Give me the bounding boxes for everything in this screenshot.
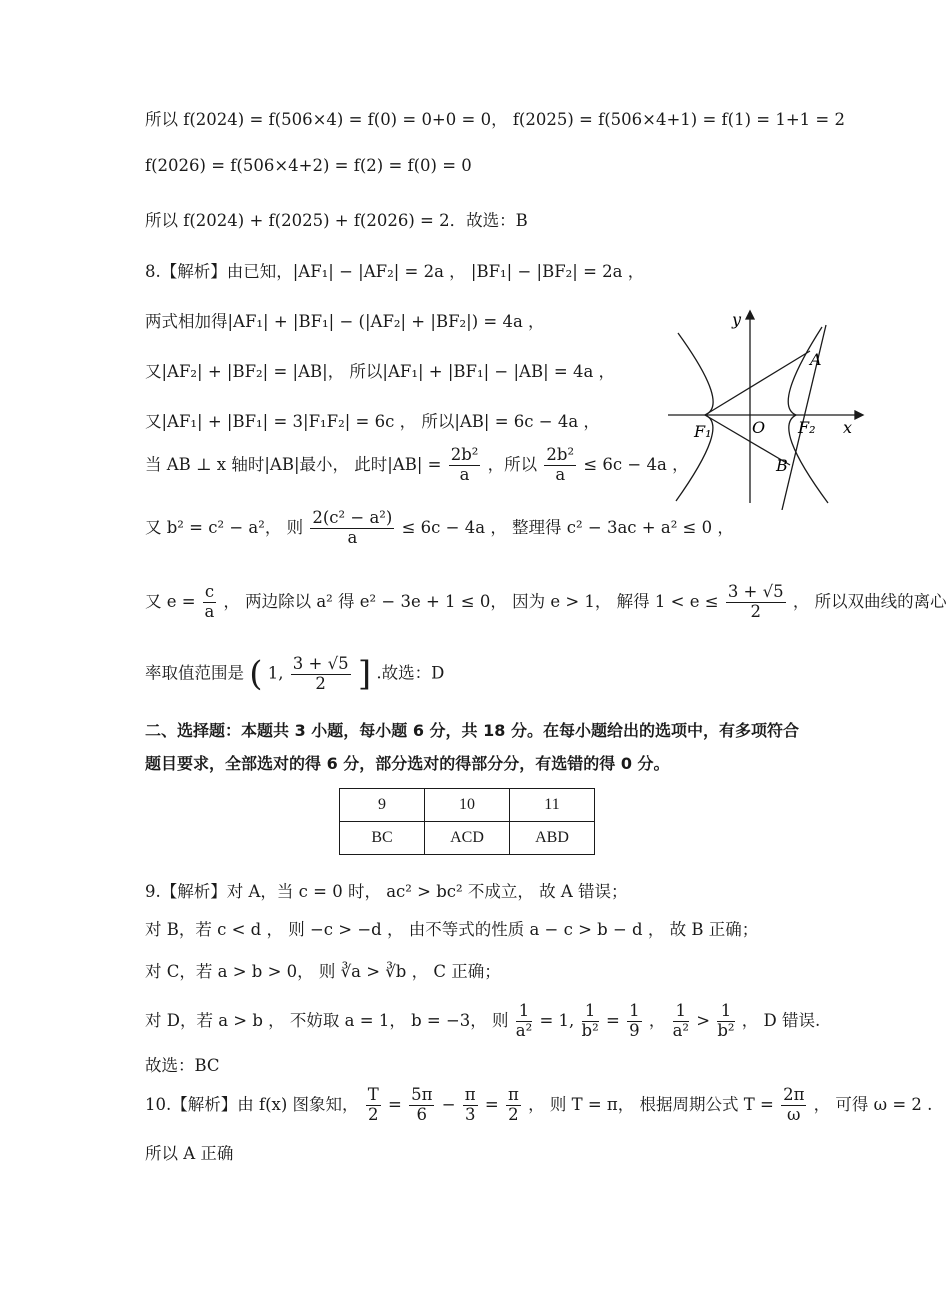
fraction-denominator: a xyxy=(459,464,470,484)
fraction-numerator: 1 xyxy=(516,1002,532,1022)
fraction-1-over-b2 xyxy=(582,1002,599,1041)
label-O: O xyxy=(752,418,766,437)
label-F1: F₁ xyxy=(694,422,712,441)
line-9-part-a: 又 b² = c² − a²， 则 xyxy=(145,517,304,537)
fraction-denominator: ω xyxy=(787,1104,801,1124)
fraction-5pi-over-6 xyxy=(409,1086,434,1125)
table-cell: ABD xyxy=(510,822,595,855)
line-16: 故选：BC xyxy=(145,1056,220,1075)
fraction-denominator: 2 xyxy=(315,673,326,693)
fraction-1-over-9 xyxy=(627,1002,642,1041)
label-F2: F₂ xyxy=(798,418,816,437)
fraction-numerator: 3 + √5 xyxy=(292,653,349,673)
line-18: 所以 A 正确 xyxy=(145,1144,234,1163)
fraction-denominator: a xyxy=(555,464,566,484)
fraction-pi-over-2 xyxy=(506,1086,521,1125)
answer-table-answer-row xyxy=(340,822,595,855)
fraction-numerator: 1 xyxy=(673,1002,689,1022)
answer-table xyxy=(339,788,595,855)
line-17 xyxy=(145,1086,932,1125)
fraction-T-over-2 xyxy=(366,1086,381,1125)
fraction-denominator: a² xyxy=(515,1020,533,1040)
fraction-numerator: 2π xyxy=(783,1085,805,1104)
line-6: 又|AF₂| + |BF₂| = |AB|， 所以|AF₁| + |BF₁| − |AB| = 4a ， xyxy=(145,362,616,381)
table-cell: 11 xyxy=(510,789,595,822)
line-12: 9.【解析】对 A，当 c = 0 时， ac² > bc² 不成立， 故 A 错误； xyxy=(145,882,628,901)
fraction-numerator: π xyxy=(507,1085,519,1104)
line-15-part-e: > xyxy=(696,1010,711,1030)
fraction-numerator: 1 xyxy=(582,1002,599,1022)
line-15-part-c: = xyxy=(605,1010,620,1030)
fraction-numerator: T xyxy=(367,1085,379,1104)
line-17-part-b: = xyxy=(388,1094,402,1114)
hyperbola-figure xyxy=(660,305,870,510)
fraction-denominator: 2 xyxy=(508,1104,519,1124)
line-14: 对 C，若 a > b > 0， 则 ∛a > ∛b ， C 正确； xyxy=(145,962,501,981)
line-15-part-d: ， xyxy=(648,1010,666,1030)
fraction-1-over-a2-2 xyxy=(673,1002,689,1041)
fraction-numerator: 3 + √5 xyxy=(727,582,784,601)
label-y: y xyxy=(732,310,742,329)
table-cell: 10 xyxy=(425,789,510,822)
table-cell: ACD xyxy=(425,822,510,855)
fraction-numerator: c xyxy=(204,582,215,601)
line-9 xyxy=(145,509,734,548)
fraction-denominator: 9 xyxy=(629,1020,640,1040)
segment-F1-A xyxy=(705,351,810,415)
fraction-numerator: 2b² xyxy=(546,445,575,464)
fraction-numerator: 2b² xyxy=(450,445,479,464)
line-10-part-a: 又 e = xyxy=(145,591,196,611)
line-3: 所以 f(2024) + f(2025) + f(2026) = 2．故选：B xyxy=(145,211,528,230)
line-8 xyxy=(145,446,689,485)
x-axis-arrow xyxy=(855,411,863,419)
label-x: x xyxy=(843,418,853,437)
line-13: 对 B，若 c < d ， 则 −c > −d ， 由不等式的性质 a − c > b − d ， 故 B 正确； xyxy=(145,920,759,939)
open-paren: ( xyxy=(249,654,263,694)
fraction-1-over-b2-2 xyxy=(717,1002,734,1041)
line-17-part-d: = xyxy=(484,1094,499,1114)
line-10 xyxy=(145,583,947,622)
line-2: f(2026) = f(506×4+2) = f(2) = f(0) = 0 xyxy=(145,156,472,175)
section-2-heading-line-1: 二、选择题：本题共 3 小题，每小题 6 分，共 18 分。在每小题给出的选项中，有多项符合 xyxy=(145,721,799,740)
fraction-denominator: a xyxy=(204,601,215,621)
fraction-numerator: 5π xyxy=(411,1085,433,1104)
y-axis-arrow xyxy=(746,311,754,319)
line-1: 所以 f(2024) = f(506×4) = f(0) = 0+0 = 0， f(2025) = f(506×4+1) = f(1) = 1+1 = 2 xyxy=(145,110,845,129)
fraction-3-plus-sqrt5-over-2 xyxy=(726,583,786,622)
line-15-part-a: 对 D，若 a > b ， 不妨取 a = 1， b = −3， 则 xyxy=(145,1010,509,1030)
line-11-part-c: .故选：D xyxy=(376,663,445,683)
fraction-numerator: 1 xyxy=(629,1001,640,1020)
fraction-denominator: 3 xyxy=(464,1104,476,1124)
fraction-denominator: 2 xyxy=(368,1104,379,1124)
section-2-heading-line-2: 题目要求，全部选对的得 6 分，部分选对的得部分分，有选错的得 0 分。 xyxy=(145,754,670,773)
fraction-denominator: 2 xyxy=(750,601,761,621)
fraction-2b2-over-a-2 xyxy=(544,446,576,485)
line-11-part-a: 率取值范围是 xyxy=(145,663,244,683)
line-11 xyxy=(145,654,444,694)
answer-table-header-row xyxy=(340,789,595,822)
line-11-part-b: 1, xyxy=(267,663,284,683)
fraction-3-plus-sqrt5-over-2-range xyxy=(291,655,351,694)
line-17-part-f: ， 可得 ω = 2 . xyxy=(813,1094,933,1114)
line-9-part-b: ≤ 6c − 4a ， 整理得 c² − 3ac + a² ≤ 0 ， xyxy=(401,517,734,537)
fraction-denominator: 6 xyxy=(416,1104,428,1124)
fraction-denominator: b² xyxy=(717,1020,735,1040)
fraction-c-over-a xyxy=(203,583,216,622)
fraction-2pi-over-omega xyxy=(781,1086,806,1125)
fraction-denominator: a² xyxy=(672,1020,690,1040)
line-17-part-e: ， 则 T = π， 根据周期公式 T = xyxy=(528,1094,774,1114)
table-cell: 9 xyxy=(340,789,425,822)
line-8-part-a: 当 AB ⊥ x 轴时|AB|最小， 此时|AB| = xyxy=(145,454,442,474)
label-A: A xyxy=(810,350,822,369)
fraction-1-over-a2 xyxy=(516,1002,532,1041)
fraction-pi-over-3 xyxy=(463,1086,478,1125)
fraction-denominator: b² xyxy=(581,1020,599,1040)
table-cell: BC xyxy=(340,822,425,855)
label-B: B xyxy=(776,456,788,475)
line-8-part-c: ≤ 6c − 4a ， xyxy=(583,454,689,474)
line-4: 8.【解析】由已知，|AF₁| − |AF₂| = 2a ， |BF₁| − |BF₂| = 2a ， xyxy=(145,262,645,281)
line-10-part-c: ， 所以双曲线的离心 xyxy=(792,591,947,611)
fraction-numerator: 2(c² − a²) xyxy=(312,508,393,527)
fraction-numerator: 1 xyxy=(717,1002,734,1022)
line-8-part-b: ，所以 xyxy=(487,454,538,474)
line-17-part-c: − xyxy=(441,1094,456,1114)
line-17-part-a: 10.【解析】由 f(x) 图象知， xyxy=(145,1094,359,1114)
fraction-2b2-over-a xyxy=(449,446,481,485)
fraction-2c2a2-over-a xyxy=(310,509,394,548)
close-bracket: ] xyxy=(357,654,372,694)
line-7: 又|AF₁| + |BF₁| = 3|F₁F₂| = 6c ， 所以|AB| = 6c − 4a ， xyxy=(145,412,600,431)
line-5: 两式相加得|AF₁| + |BF₁| − (|AF₂| + |BF₂|) = 4a ， xyxy=(145,312,545,331)
fraction-denominator: a xyxy=(347,527,358,547)
line-15-part-f: ， D 错误. xyxy=(741,1010,821,1030)
line-15 xyxy=(145,1002,820,1041)
line-15-part-b: = 1, xyxy=(539,1010,575,1030)
fraction-numerator: π xyxy=(464,1085,476,1104)
line-10-part-b: ， 两边除以 a² 得 e² − 3e + 1 ≤ 0， 因为 e > 1， 解得 1 < e ≤ xyxy=(223,591,719,611)
